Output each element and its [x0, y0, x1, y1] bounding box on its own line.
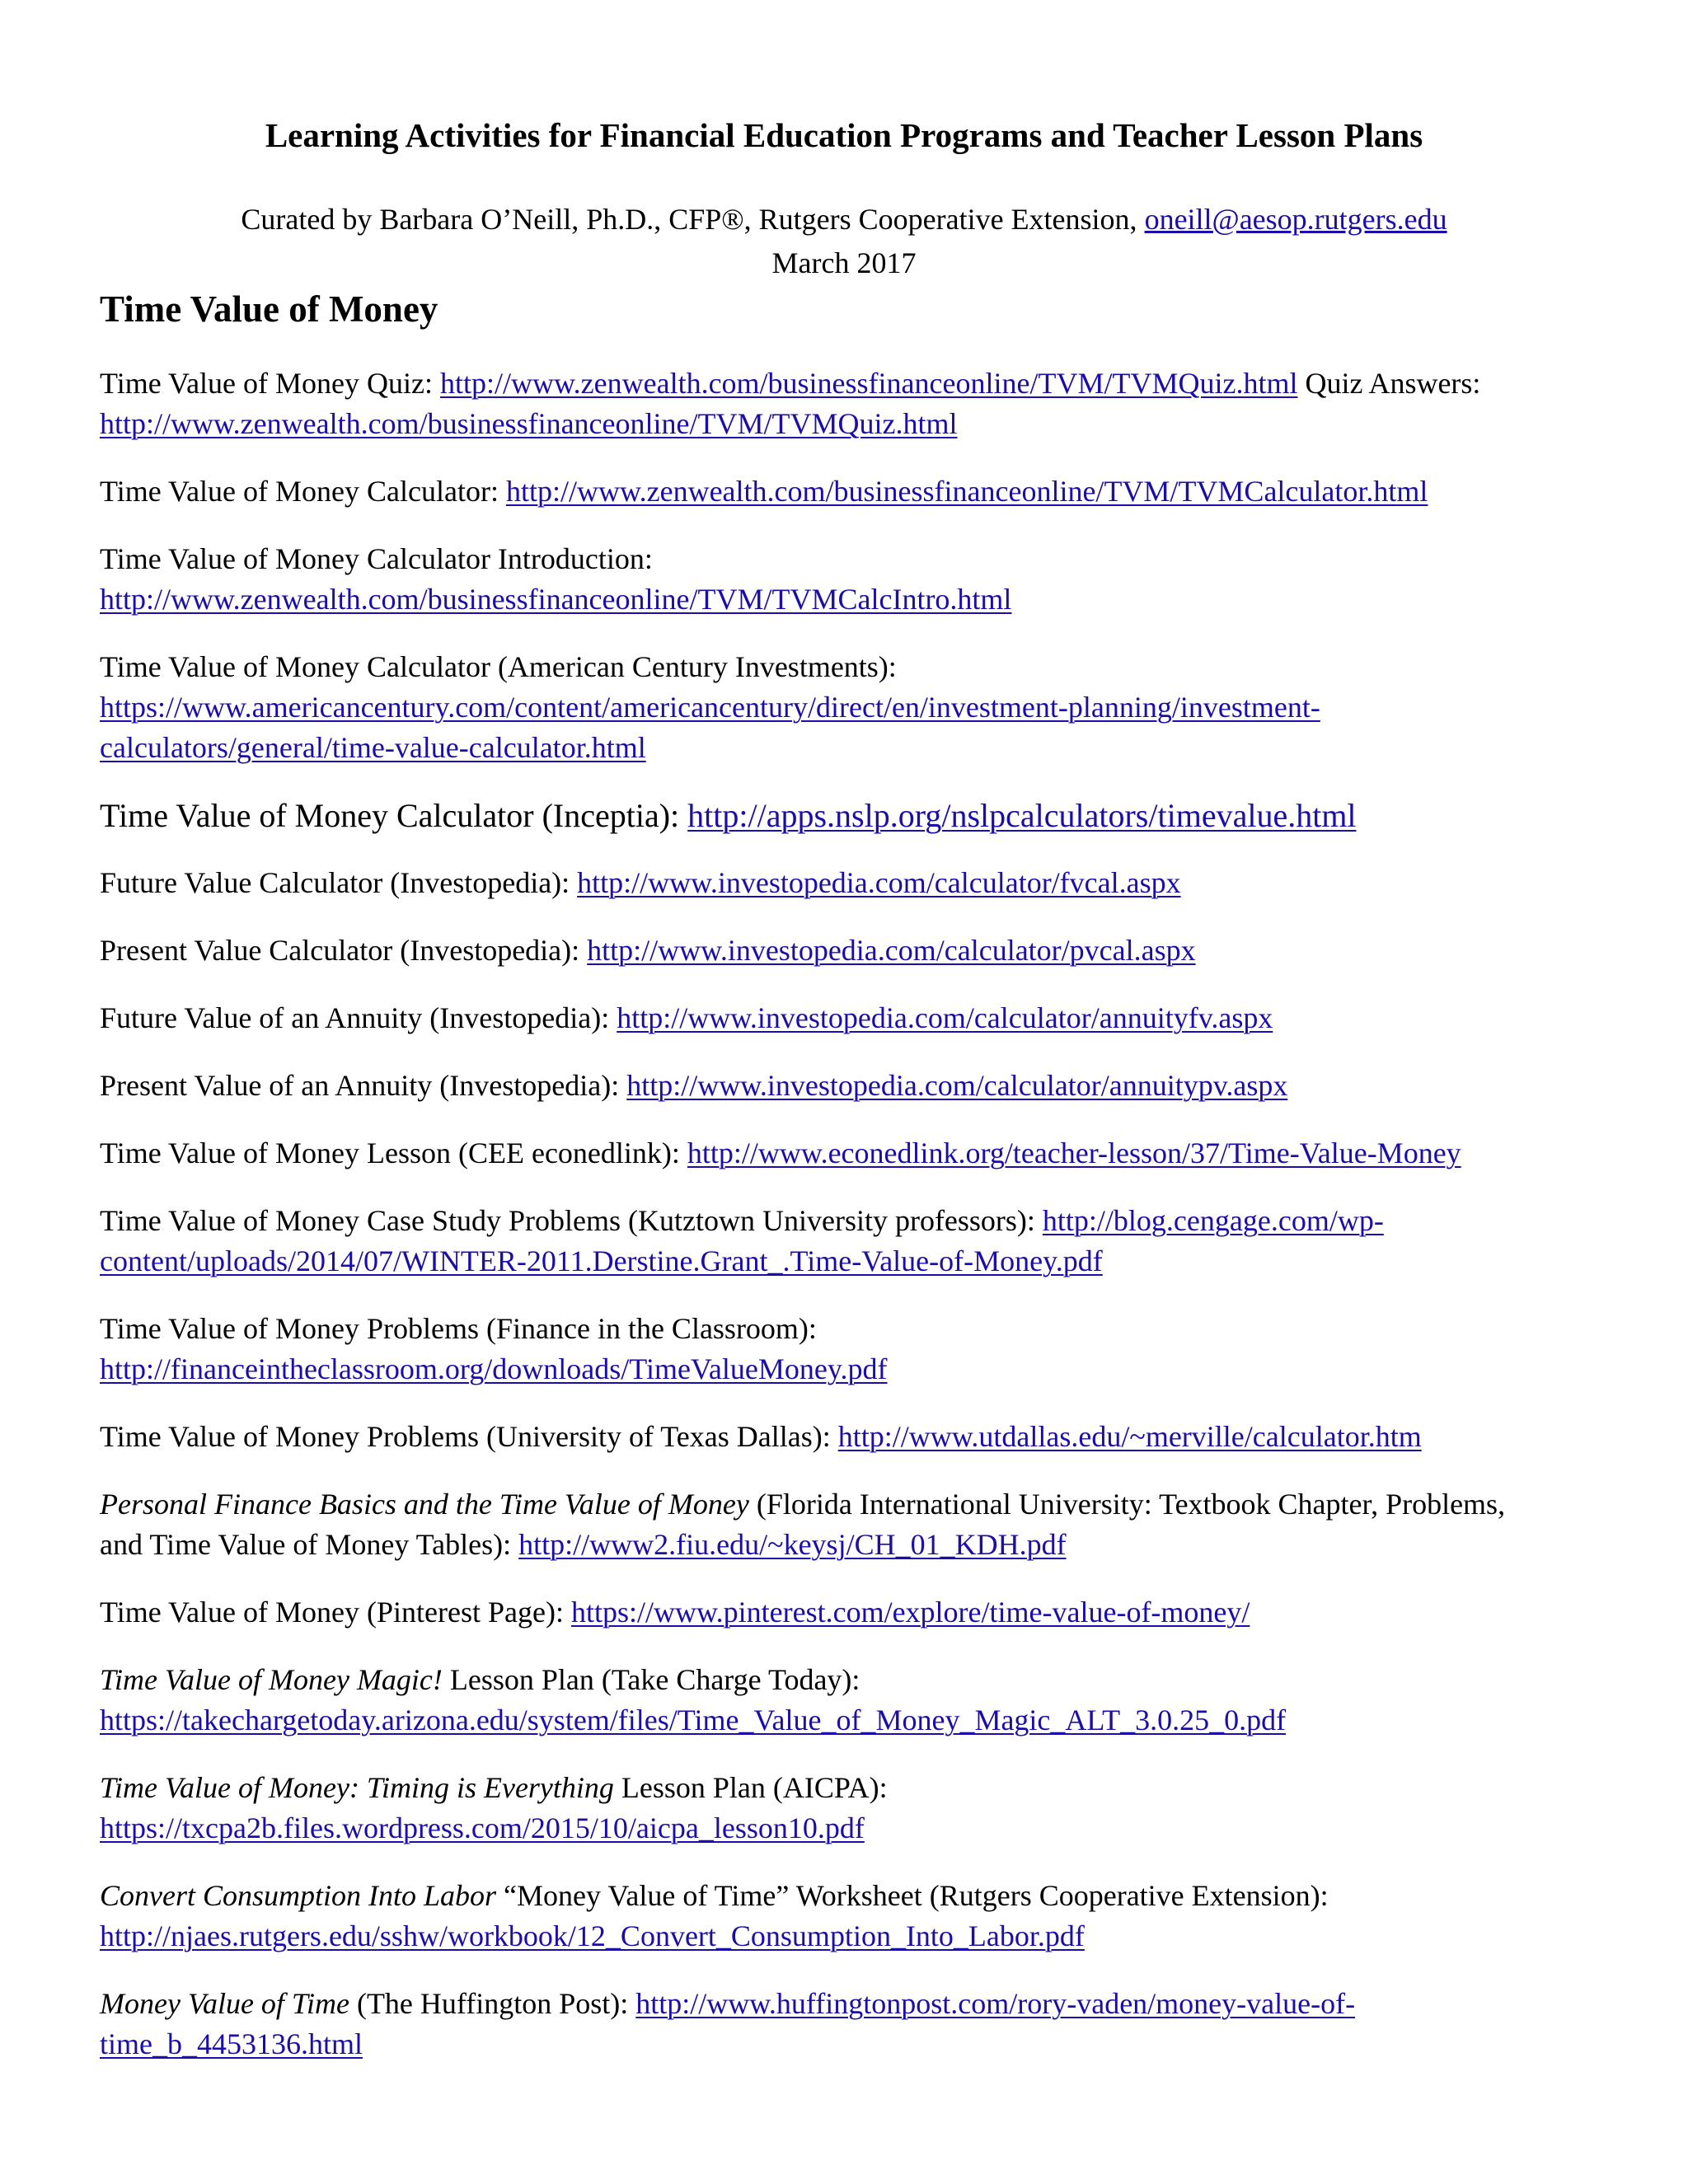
entry-link-continued[interactable]: time_b_4453136.html: [100, 2027, 363, 2060]
entry-link[interactable]: http://apps.nslp.org/nslpcalculators/timevalue.html: [687, 797, 1357, 834]
entry-label: Time Value of Money Problems (University of Texas Dallas):: [100, 1420, 831, 1453]
entry-extra-link[interactable]: http://www.zenwealth.com/businessfinanceonline/TVM/TVMQuiz.html: [100, 407, 958, 440]
entry-label: Time Value of Money Lesson (CEE econedlink):: [100, 1137, 680, 1169]
entry-label: Present Value Calculator (Investopedia):: [100, 934, 580, 967]
entry-label: Time Value of Money Calculator:: [100, 475, 499, 508]
list-item: [100, 930, 1583, 971]
document-title: Learning Activities for Financial Education Programs and Teacher Lesson Plans: [265, 116, 1423, 154]
entry-label: Time Value of Money (Pinterest Page):: [100, 1596, 564, 1629]
entry-link[interactable]: https://www.americancentury.com/content/americancentury/direct/en/investment-planning/investment-: [100, 691, 1320, 724]
resource-list: [100, 363, 1583, 2092]
entry-link[interactable]: http://www.investopedia.com/calculator/fvcal.aspx: [577, 866, 1181, 899]
entry-link[interactable]: http://blog.cengage.com/wp-: [1042, 1204, 1384, 1237]
entry-link[interactable]: http://www.zenwealth.com/businessfinanceonline/TVM/TVMCalculator.html: [505, 475, 1428, 508]
list-item: [100, 647, 1583, 768]
document-date: March 2017: [771, 246, 917, 279]
list-item: [100, 1984, 1583, 2064]
entry-label: Time Value of Money Calculator (Inceptia):: [100, 797, 680, 834]
entry-title: Time Value of Money: Timing is Everything: [100, 1771, 614, 1804]
entry-label: (Florida International University: Textbook Chapter, Problems,: [756, 1488, 1506, 1521]
list-item: [100, 1484, 1583, 1565]
entry-link[interactable]: http://www.huffingtonpost.com/rory-vaden/money-value-of-: [635, 1987, 1356, 2020]
entry-label-continued: and Time Value of Money Tables):: [100, 1528, 512, 1561]
entry-label: Time Value of Money Quiz:: [100, 367, 433, 400]
entry-label: Time Value of Money Calculator Introduction:: [100, 542, 653, 575]
entry-label: “Money Value of Time” Worksheet (Rutgers Cooperative Extension):: [504, 1879, 1329, 1912]
entry-title: Money Value of Time: [100, 1987, 349, 2020]
entry-link[interactable]: http://www.investopedia.com/calculator/pvcal.aspx: [587, 934, 1196, 967]
curator-block: [0, 198, 1688, 285]
entry-link[interactable]: http://www.investopedia.com/calculator/annuitypv.aspx: [626, 1069, 1288, 1102]
list-item: [100, 1768, 1583, 1849]
entry-link[interactable]: https://takechargetoday.arizona.edu/system/files/Time_Value_of_Money_Magic_ALT_3.0.25_0.pdf: [100, 1704, 1287, 1736]
entry-title: Personal Finance Basics and the Time Value of Money: [100, 1488, 749, 1521]
entry-link[interactable]: http://financeintheclassroom.org/downloads/TimeValueMoney.pdf: [100, 1352, 888, 1385]
list-item: [100, 1066, 1583, 1106]
entry-title: Convert Consumption Into Labor: [100, 1879, 497, 1912]
entry-label: Lesson Plan (AICPA):: [621, 1771, 888, 1804]
curator-line: [0, 198, 1688, 241]
list-item: [100, 1660, 1583, 1741]
entry-title: Time Value of Money Magic!: [100, 1663, 443, 1696]
entry-link[interactable]: http://www.utdallas.edu/~merville/calculator.htm: [837, 1420, 1422, 1453]
entry-link[interactable]: http://www.econedlink.org/teacher-lesson/37/Time-Value-Money: [687, 1137, 1461, 1169]
list-item: [100, 1592, 1583, 1633]
entry-link[interactable]: http://www.zenwealth.com/businessfinanceonline/TVM/TVMCalcIntro.html: [100, 583, 1012, 616]
entry-link[interactable]: http://www.zenwealth.com/businessfinanceonline/TVM/TVMQuiz.html: [439, 367, 1298, 400]
section-title: Time Value of Money: [100, 288, 438, 330]
email-link[interactable]: oneill@aesop.rutgers.edu: [1144, 203, 1447, 236]
entry-label: (The Huffington Post):: [356, 1987, 629, 2020]
entry-label: Present Value of an Annuity (Investopedia):: [100, 1069, 620, 1102]
entry-link[interactable]: http://www2.fiu.edu/~keysj/CH_01_KDH.pdf: [518, 1528, 1067, 1561]
entry-label: Time Value of Money Problems (Finance in the Classroom):: [100, 1312, 817, 1345]
list-item: [100, 1201, 1583, 1282]
curator-text: Curated by Barbara O’Neill, Ph.D., CFP®, Rutgers Cooperative Extension,: [241, 203, 1137, 236]
entry-link[interactable]: https://www.pinterest.com/explore/time-value-of-money/: [570, 1596, 1250, 1629]
entry-link[interactable]: http://www.investopedia.com/calculator/annuityfv.aspx: [617, 1001, 1273, 1034]
entry-link[interactable]: http://njaes.rutgers.edu/sshw/workbook/12_Convert_Consumption_Into_Labor.pdf: [100, 1919, 1085, 1952]
entry-link-continued[interactable]: calculators/general/time-value-calculator.html: [100, 731, 646, 764]
entry-label: Time Value of Money Calculator (American Century Investments):: [100, 650, 897, 683]
entry-label: Time Value of Money Case Study Problems (Kutztown University professors):: [100, 1204, 1035, 1237]
list-item: [100, 795, 1583, 836]
list-item: [100, 1133, 1583, 1174]
entry-label: Lesson Plan (Take Charge Today):: [449, 1663, 860, 1696]
list-item: [100, 363, 1583, 444]
entry-link-continued[interactable]: content/uploads/2014/07/WINTER-2011.Derstine.Grant_.Time-Value-of-Money.pdf: [100, 1244, 1103, 1277]
list-item: [100, 998, 1583, 1038]
entry-label: Future Value of an Annuity (Investopedia):: [100, 1001, 610, 1034]
entry-label: Future Value Calculator (Investopedia):: [100, 866, 570, 899]
list-item: [100, 539, 1583, 620]
entry-extra-label: Quiz Answers:: [1305, 367, 1481, 400]
list-item: [100, 471, 1583, 512]
list-item: [100, 1309, 1583, 1390]
list-item: [100, 1876, 1583, 1957]
entry-link[interactable]: https://txcpa2b.files.wordpress.com/2015/10/aicpa_lesson10.pdf: [100, 1811, 865, 1844]
list-item: [100, 863, 1583, 903]
list-item: [100, 1417, 1583, 1457]
